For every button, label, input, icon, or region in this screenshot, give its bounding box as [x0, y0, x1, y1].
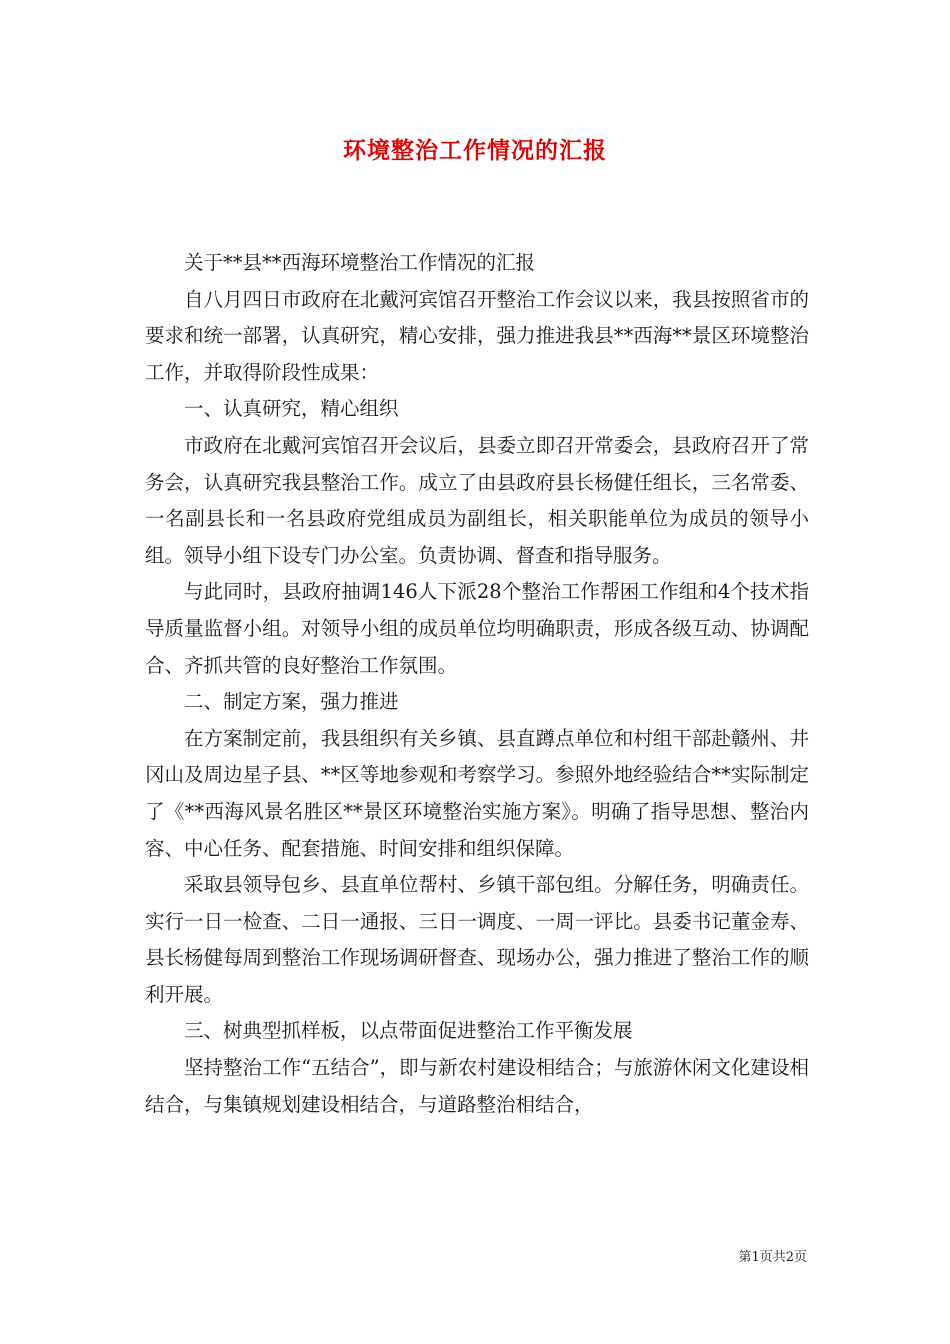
- document-body: [145, 245, 809, 1123]
- paragraph: 与此同时，县政府抽调146人下派28个整治工作帮困工作组和4个技术指导质量监督小组。对领导小组的成员单位均明确职责，形成各级互动、协调配合、齐抓共管的良好整治工作氛围。: [145, 580, 809, 677]
- document-title: 环境整治工作情况的汇报: [343, 137, 607, 164]
- paragraph: 采取县领导包乡、县直单位帮村、乡镇干部包组。分解任务，明确责任。实行一日一检查、二日一通报、三日一调度、一周一评比。县委书记董金寿、县长杨健每周到整治工作现场调研督查、现场办公，强力推进了整治工作的顺利开展。: [145, 873, 809, 1006]
- section-heading-3: 三、树典型抓样板，以点带面促进整治工作平衡发展: [184, 1019, 633, 1043]
- paragraph-intro: 自八月四日市政府在北戴河宾馆召开整治工作会议以来，我县按照省市的要求和统一部署，认真研究，精心安排，强力推进我县**西海**景区环境整治工作，并取得阶段性成果：: [145, 287, 809, 384]
- section-heading-1: 一、认真研究，精心组织: [184, 397, 399, 421]
- section-heading-2: 二、制定方案，强力推进: [184, 690, 399, 714]
- paragraph-subject: 关于**县**西海环境整治工作情况的汇报: [184, 251, 536, 274]
- paragraph: 市政府在北戴河宾馆召开会议后，县委立即召开常委会，县政府召开了常务会，认真研究我县整治工作。成立了由县政府县长杨健任组长，三名常委、一名副县长和一名县政府党组成员为副组长，相关职能单位为成员的领导小组。领导小组下设专门办公室。负责协调、督查和指导服务。: [145, 433, 809, 567]
- page-number-footer: 第1页共2页: [738, 1250, 807, 1265]
- paragraph: 坚持整治工作“五结合”，即与新农村建设相结合；与旅游休闲文化建设相结合，与集镇规划建设相结合，与道路整治相结合，: [145, 1056, 809, 1116]
- paragraph: 在方案制定前，我县组织有关乡镇、县直蹲点单位和村组干部赴赣州、井冈山及周边星子县、**区等地参观和考察学习。参照外地经验结合**实际制定了《**西海风景名胜区**景区环境整治实施方案》。明确了指导思想、整治内容、中心任务、配套措施、时间安排和组织保障。: [145, 726, 809, 860]
